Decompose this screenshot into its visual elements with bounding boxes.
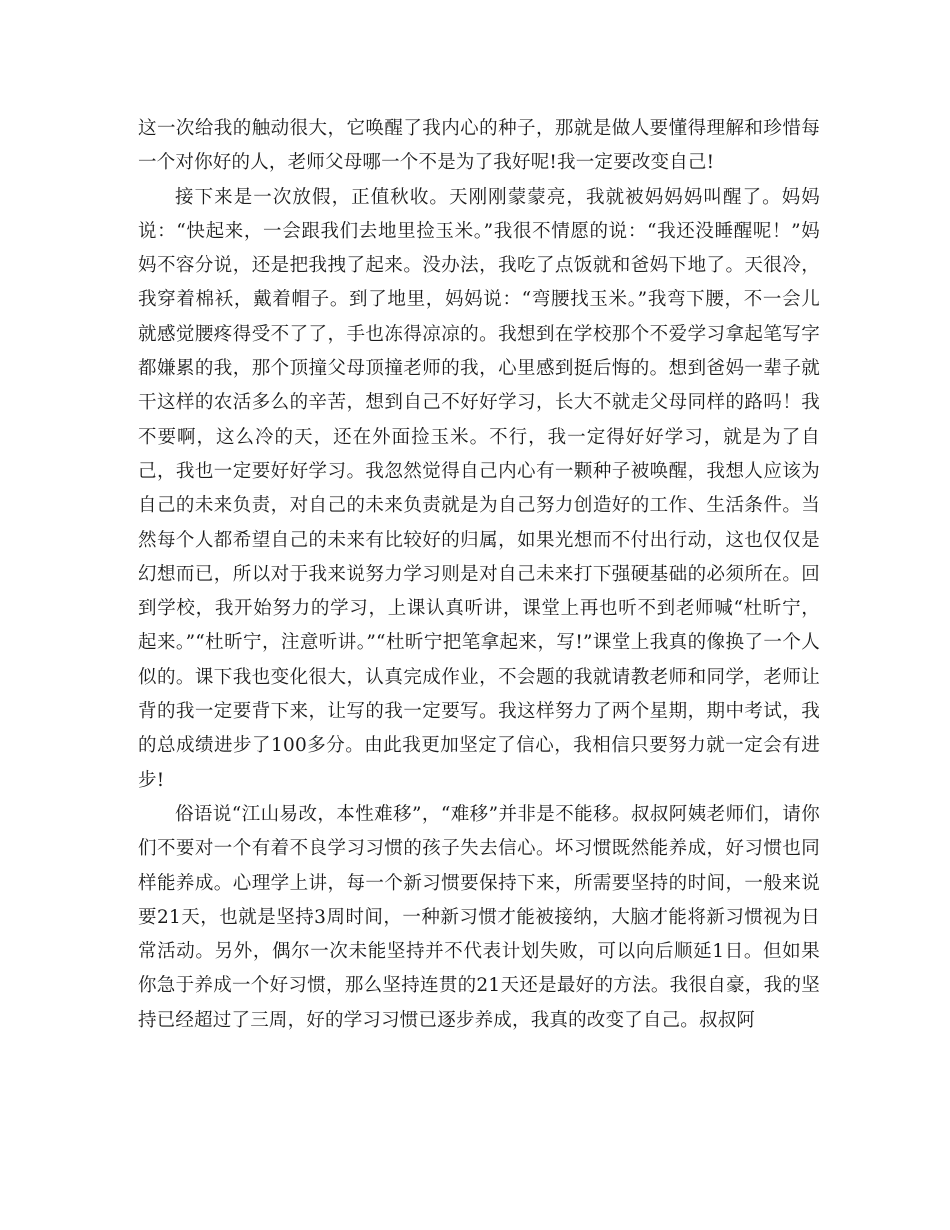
paragraph-1: 这一次给我的触动很大，它唤醒了我内心的种子，那就是做人要懂得理解和珍惜每一个对你好的人，老师父母哪一个不是为了我好呢!我一定要改变自己! bbox=[138, 118, 820, 174]
paragraph-3: 俗语说“江山易改，本性难移”，“难移”并非是不能移。叔叔阿姨老师们，请你们不要对一个有着不良学习习惯的孩子失去信心。坏习惯既然能养成，好习惯也同样能养成。心理学上讲，每一个新习惯要保持下来，所需要坚持的时间，一般来说要21天，也就是坚持3周时间，一种新习惯才能被接纳，大脑才能将新习惯视为日常活动。另外，偶尔一次未能坚持并不代表计划失败，可以向后顺延1日。但如果你急于养成一个好习惯，那么坚持连贯的21天还是最好的方法。我很自豪，我的坚持已经超过了三周，好的学习习惯已逐步养成，我真的改变了自己。叔叔阿 bbox=[138, 803, 820, 1031]
body-text bbox=[138, 112, 820, 1038]
paragraph-2: 接下来是一次放假，正值秋收。天刚刚蒙蒙亮，我就被妈妈妈叫醒了。妈妈说：“快起来，一会跟我们去地里捡玉米。”我很不情愿的说：“我还没睡醒呢！”妈妈不容分说，还是把我拽了起来。没办法，我吃了点饭就和爸妈下地了。天很冷，我穿着棉袄，戴着帽子。到了地里，妈妈说：“弯腰找玉米。”我弯下腰，不一会儿就感觉腰疼得受不了了，手也冻得凉凉的。我想到在学校那个不爱学习拿起笔写字都嫌累的我，那个顶撞父母顶撞老师的我，心里感到挺后悔的。想到爸妈一辈子就干这样的农活多么的辛苦，想到自己不好好学习，长大不就走父母同样的路吗！我不要啊，这么冷的天，还在外面捡玉米。不行，我一定得好好学习，就是为了自己，我也一定要好好学习。我忽然觉得自己内心有一颗种子被唤醒，我想人应该为自己的未来负责，对自己的未来负责就是为自己努力创造好的工作、生活条件。当然每个人都希望自己的未来有比较好的归属，如果光想而不付出行动，这也仅仅是幻想而已，所以对于我来说努力学习则是对自己未来打下强硬基础的必须所在。回到学校，我开始努力的学习，上课认真听讲，课堂上再也听不到老师喊“杜昕宁，起来。”“杜昕宁，注意听讲。”“杜昕宁把笔拿起来，写!”课堂上我真的像换了一个人似的。课下我也变化很大，认真完成作业，不会题的我就请教老师和同学，老师让背的我一定要背下来，让写的我一定要写。我这样努力了两个星期，期中考试，我的总成绩进步了100多分。由此我更加坚定了信心，我相信只要努力就一定会有进步! bbox=[138, 186, 820, 791]
